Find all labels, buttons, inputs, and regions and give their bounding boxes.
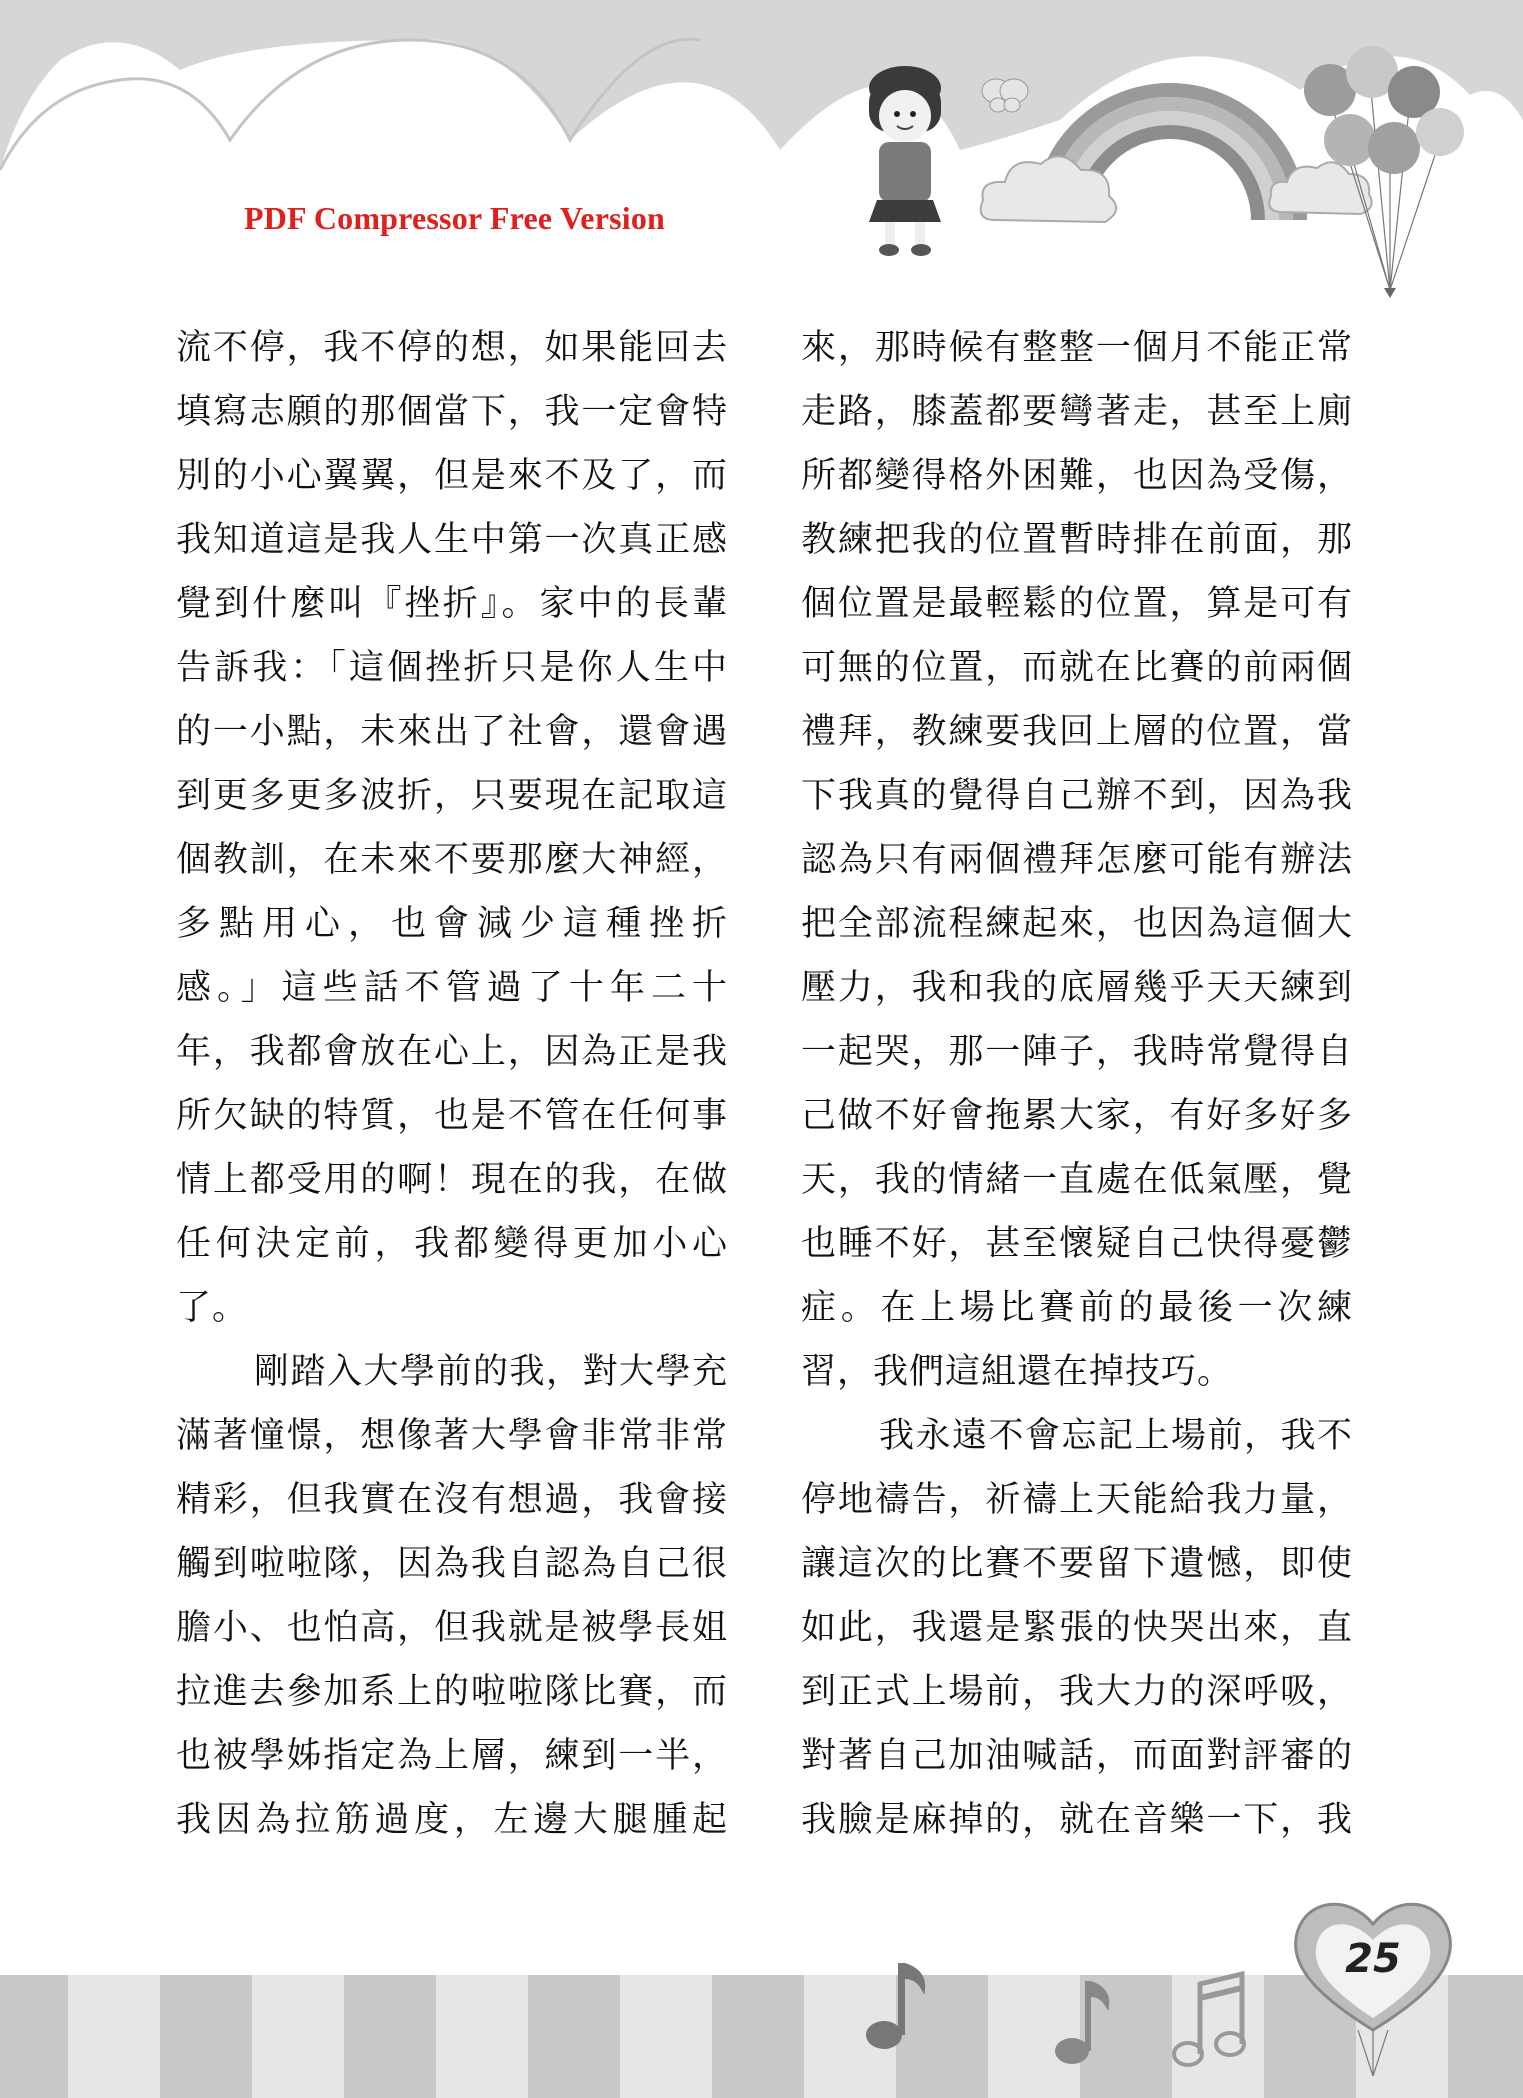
- text-line: 可無的位置，而就在比賽的前兩個: [801, 648, 1353, 688]
- text-line: 膽小、也怕高，但我就是被學長姐: [176, 1608, 728, 1648]
- text-line: 也睡不好，甚至懷疑自己快得憂鬱: [801, 1224, 1353, 1264]
- text-line: 覺到什麼叫『挫折』。家中的長輩: [176, 584, 728, 624]
- text-column-right: [801, 316, 1353, 1852]
- text-line: 壓力，我和我的底層幾乎天天練到: [801, 968, 1353, 1008]
- text-line: 的一小點，未來出了社會，還會遇: [176, 712, 728, 752]
- balloons-illustration: [1290, 40, 1490, 300]
- text-line: 感。」這些話不管過了十年二十: [176, 968, 728, 1008]
- text-line: 流不停，我不停的想，如果能回去: [176, 328, 728, 368]
- text-line: 也被學姊指定為上層，練到一半，: [176, 1736, 728, 1776]
- text-line: 來，那時候有整整一個月不能正常: [801, 328, 1353, 368]
- girl-illustration: [845, 50, 965, 265]
- text-line: 認為只有兩個禮拜怎麼可能有辦法: [801, 840, 1353, 880]
- text-column-left: [176, 316, 728, 1852]
- text-line: 教練把我的位置暫時排在前面，那: [801, 520, 1353, 560]
- text-line: 觸到啦啦隊，因為我自認為自己很: [176, 1544, 728, 1584]
- text-line: 任何決定前，我都變得更加小心: [176, 1224, 728, 1264]
- text-line: 停地禱告，祈禱上天能給我力量，: [801, 1480, 1353, 1520]
- cloud-left-illustration: [975, 140, 1125, 235]
- text-line: 禮拜，教練要我回上層的位置，當: [801, 712, 1353, 752]
- paragraph-first-line: 剛踏入大學前的我，對大學充: [254, 1352, 728, 1392]
- text-line: 到更多更多波折，只要現在記取這: [176, 776, 728, 816]
- text-line: 症。在上場比賽前的最後一次練: [801, 1288, 1353, 1328]
- text-line: 對著自己加油喊話，而面對評審的: [801, 1736, 1353, 1776]
- text-line: 精彩，但我實在沒有想過，我會接: [176, 1480, 728, 1520]
- text-line: 年，我都會放在心上，因為正是我: [176, 1032, 728, 1072]
- text-line: 一起哭，那一陣子，我時常覺得自: [801, 1032, 1353, 1072]
- text-line: 了。: [176, 1288, 249, 1328]
- text-line: 把全部流程練起來，也因為這個大: [801, 904, 1353, 944]
- text-line: 習，我們這組還在掉技巧。: [801, 1352, 1234, 1392]
- text-line: 個教訓，在未來不要那麼大神經，: [176, 840, 728, 880]
- text-line: 拉進去參加系上的啦啦隊比賽，而: [176, 1672, 728, 1712]
- text-line: 別的小心翼翼，但是來不及了，而: [176, 456, 728, 496]
- music-note-icon: [1050, 1975, 1120, 2070]
- text-line: 我因為拉筋過度，左邊大腿腫起: [176, 1800, 728, 1840]
- text-line: 如此，我還是緊張的快哭出來，直: [801, 1608, 1353, 1648]
- text-line: 我臉是麻掉的，就在音樂一下，我: [801, 1800, 1353, 1840]
- text-line: 下我真的覺得自己辦不到，因為我: [801, 776, 1353, 816]
- paragraph-first-line: 我永遠不會忘記上場前，我不: [879, 1416, 1353, 1456]
- watermark-text: PDF Compressor Free Version: [244, 200, 666, 236]
- music-note-icon: [860, 1955, 940, 2055]
- text-line: 到正式上場前，我大力的深呼吸，: [801, 1672, 1353, 1712]
- text-line: 走路，膝蓋都要彎著走，甚至上廁: [801, 392, 1353, 432]
- text-line: 所都變得格外困難，也因為受傷，: [801, 456, 1353, 496]
- double-music-note-icon: [1170, 1968, 1250, 2073]
- text-line: 告訴我：「這個挫折只是你人生中: [176, 648, 728, 688]
- text-line: 讓這次的比賽不要留下遺憾，即使: [801, 1544, 1353, 1584]
- text-line: 己做不好會拖累大家，有好多好多: [801, 1096, 1353, 1136]
- text-line: 個位置是最輕鬆的位置，算是可有: [801, 584, 1353, 624]
- text-line: 情上都受用的啊！現在的我，在做: [176, 1160, 728, 1200]
- text-line: 多點用心，也會減少這種挫折: [176, 904, 728, 944]
- text-line: 我知道這是我人生中第一次真正感: [176, 520, 728, 560]
- text-line: 填寫志願的那個當下，我一定會特: [176, 392, 728, 432]
- text-line: 天，我的情緒一直處在低氣壓，覺: [801, 1160, 1353, 1200]
- page-number: 25: [1345, 1936, 1401, 1982]
- text-line: 所欠缺的特質，也是不管在任何事: [176, 1096, 728, 1136]
- text-line: 滿著憧憬，想像著大學會非常非常: [176, 1416, 728, 1456]
